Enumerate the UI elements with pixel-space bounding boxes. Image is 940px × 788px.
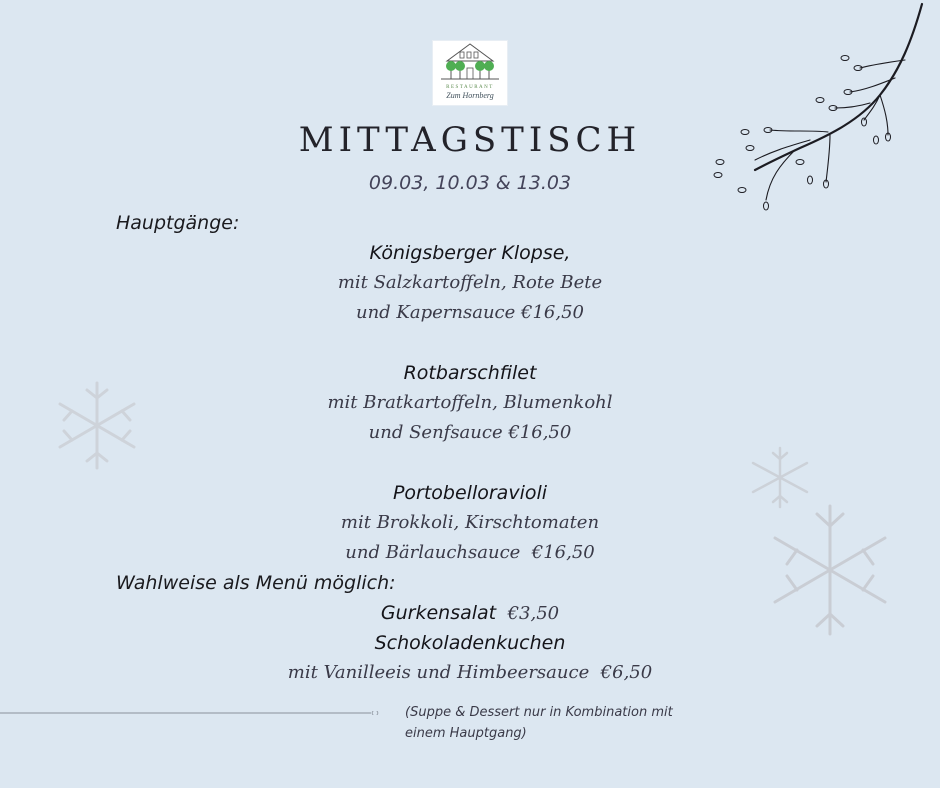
- menu-dates: 09.03, 10.03 & 13.03: [368, 172, 572, 194]
- logo-text-restaurant: RESTAURANT: [446, 85, 494, 90]
- house-logo-icon: [433, 41, 507, 85]
- menu-option-label: Wahlweise als Menü möglich:: [116, 572, 396, 594]
- dish-description: und Senfsauce €16,50: [368, 422, 572, 443]
- dish-description: und Kapernsauce €16,50: [356, 302, 584, 323]
- dish-description: und Bärlauchsauce €16,50: [345, 542, 595, 563]
- dessert-name: Schokoladenkuchen: [374, 632, 566, 654]
- dessert-description: mit Vanilleeis und Himbeersauce €6,50: [287, 662, 653, 683]
- divider-line: [0, 711, 380, 715]
- salad-price: €3,50: [507, 603, 560, 624]
- restaurant-logo: [433, 41, 507, 105]
- salad-name: Gurkensalat: [380, 602, 497, 624]
- combination-note: (Suppe & Dessert nur in Kombination mit einem Hauptgang): [405, 705, 673, 741]
- mains-label: Hauptgänge:: [116, 212, 240, 234]
- dish-description: mit Brokkoli, Kirschtomaten: [340, 512, 600, 533]
- page-title: MITTAGSTISCH: [298, 120, 642, 160]
- dish-name: Rotbarschfilet: [403, 362, 537, 384]
- dish-name: Portobelloravioli: [392, 482, 548, 504]
- dish-description: mit Salzkartoffeln, Rote Bete: [337, 272, 603, 293]
- logo-text-name: Zum Hornberg: [446, 91, 494, 100]
- dish-description: mit Bratkartoffeln, Blumenkohl: [327, 392, 613, 413]
- salad-line: [0, 602, 940, 624]
- dish-name: Königsberger Klopse,: [369, 242, 571, 264]
